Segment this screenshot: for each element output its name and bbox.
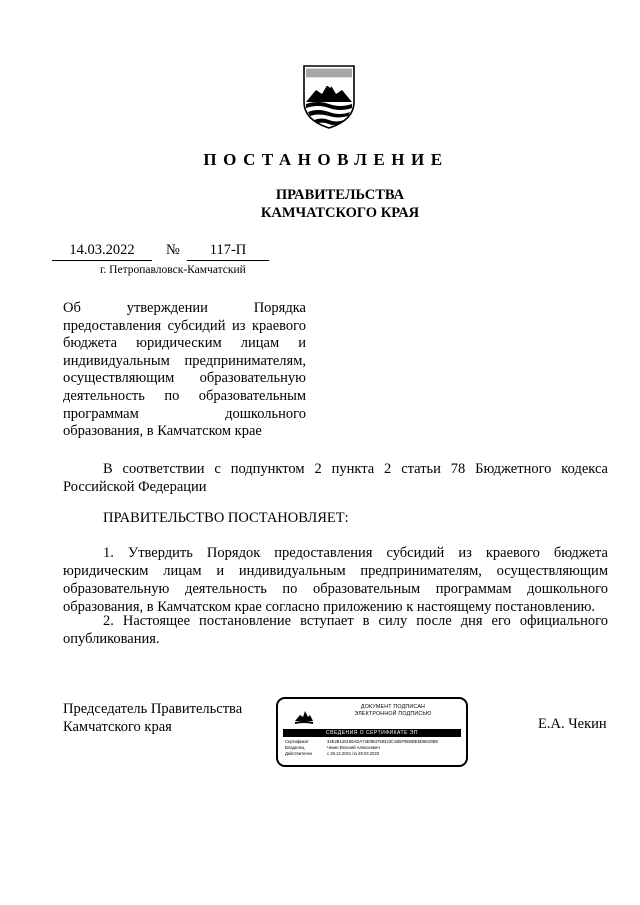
document-subject: Об утверждении Порядка предоставления субсидий из краевого бюджета юридическим лицам и индивидуальным предпринимателям, осуществляющим образовательную деятельность по образовательным программам дошкольного образования, в Камчатском крае — [63, 300, 306, 440]
signer-position-line-2: Камчатского края — [63, 719, 172, 735]
stamp-owner-value: Чекин Евгений Алексеевич — [327, 745, 380, 750]
signer-position-line-1: Председатель Правительства — [63, 701, 243, 717]
stamp-row-valid — [285, 751, 379, 756]
document-type-title: ПОСТАНОВЛЕНИЕ — [203, 150, 449, 169]
stamp-valid-label: Действителен — [285, 751, 313, 756]
preamble-paragraph: В соответствии с подпунктом 2 пункта 2 статьи 78 Бюджетного кодекса Российской Федерации — [63, 461, 608, 495]
stamp-certificate-bar: СВЕДЕНИЯ О СЕРТИФИКАТЕ ЭП — [283, 729, 461, 737]
stamp-line-2: ЭЛЕКТРОННОЙ ПОДПИСЬЮ — [354, 711, 432, 717]
item-2-paragraph: 2. Настоящее постановление вступает в силу после дня его официального опубликования. — [63, 613, 608, 647]
number-sign: № — [166, 242, 180, 258]
electronic-signature-stamp — [276, 697, 468, 767]
stamp-valid-value: с 29.12.2021 по 29.03.2023 — [327, 751, 380, 756]
decree-phrase: ПРАВИТЕЛЬСТВО ПОСТАНОВЛЯЕТ: — [103, 510, 349, 526]
stamp-header — [326, 704, 460, 718]
stamp-row-certificate — [285, 739, 438, 744]
stamp-cert-value: 34E2B125196ADA74E0B4759323C1B5F8EBBE5D6E29B8 — [327, 739, 438, 744]
coat-of-arms-icon — [300, 62, 358, 130]
issuer-name — [0, 186, 640, 222]
stamp-row-owner — [285, 745, 380, 750]
document-number: 117-П — [187, 242, 269, 261]
document-date: 14.03.2022 — [52, 242, 152, 261]
item-1-paragraph: 1. Утвердить Порядок предоставления субсидий из краевого бюджета юридическим лицам и индивидуальным предпринимателям, осуществляющим образовательную деятельность по образовательным программам дошкольного образования, в Камчатском крае согласно приложению к настоящему постановлению. — [63, 545, 608, 615]
stamp-emblem-icon — [294, 709, 314, 725]
stamp-cert-label: Сертификат — [285, 739, 309, 744]
signer-position — [63, 700, 242, 736]
signer-name: Е.А. Чекин — [538, 716, 607, 732]
issuer-line-1: ПРАВИТЕЛЬСТВА — [275, 187, 405, 203]
stamp-owner-label: Владелец — [285, 745, 305, 750]
city-name: г. Петропавловск-Камчатский — [100, 264, 246, 276]
stamp-line-1: ДОКУМЕНТ ПОДПИСАН — [360, 704, 426, 710]
issuer-line-2: КАМЧАТСКОГО КРАЯ — [260, 205, 420, 221]
